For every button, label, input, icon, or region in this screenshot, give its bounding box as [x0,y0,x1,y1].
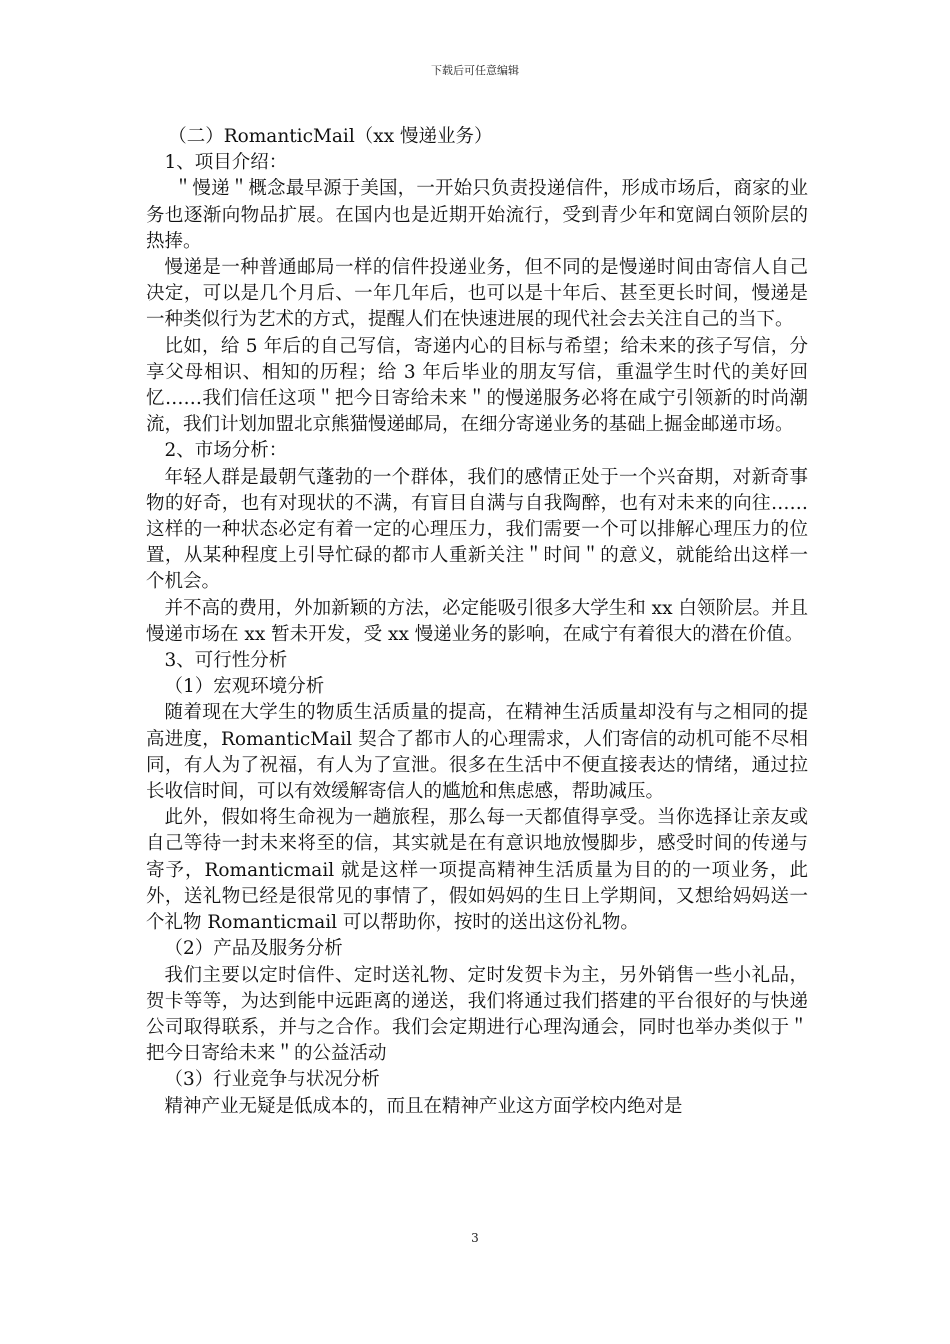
industry-paragraph-1: 精神产业无疑是低成本的，而且在精神产业这方面学校内绝对是 [164,1095,683,1117]
page-number: 3 [471,1231,479,1245]
page-header: 下载后可任意编辑 [431,64,519,77]
feasibility-heading: 3、可行性分析 [164,650,288,672]
intro-heading: 1、项目介绍： [164,152,288,174]
product-heading: （2）产品及服务分析 [164,938,343,960]
macro-heading: （1）宏观环境分析 [164,676,325,698]
intro-paragraph-3: 比如，给 5 年后的自己写信，寄递内心的目标与希望；给未来的孩子写信，分享父母相识、相知的历程；给 3 年后毕业的朋友写信，重温学生时代的美好回忆……我们信任这项＂把今日寄给未来＂的慢递服务必将在咸宁引领新的时尚潮流，我们计划加盟北京熊猫慢递邮局，在细分寄递业务的基础上掘金邮递市场。 [146,335,808,436]
market-heading: 2、市场分析： [164,440,288,462]
document-body [146,124,808,1120]
product-paragraph-1: 我们主要以定时信件、定时送礼物、定时发贺卡为主，另外销售一些小礼品，贺卡等等，为达到能中远距离的递送，我们将通过我们搭建的平台很好的与快递公司取得联系，并与之合作。我们会定期进行心理沟通会，同时也举办类似于＂把今日寄给未来＂的公益活动 [146,964,808,1065]
market-paragraph-2: 并不高的费用，外加新颖的方法，必定能吸引很多大学生和 xx 白领阶层。并且慢递市场在 xx 暂未开发，受 xx 慢递业务的影响，在咸宁有着很大的潜在价值。 [146,597,808,645]
section-title: （二）RomanticMail（xx 慢递业务） [168,126,493,147]
market-paragraph-1: 年轻人群是最朝气蓬勃的一个群体，我们的感情正处于一个兴奋期，对新奇事物的好奇，也有对现状的不满，有盲目自满与自我陶醉，也有对未来的向往……这样的一种状态必定有着一定的心理压力，我们需要一个可以排解心理压力的位置，从某种程度上引导忙碌的都市人重新关注＂时间＂的意义，就能给出这样一个机会。 [146,466,808,593]
intro-paragraph-1: ＂慢递＂概念最早源于美国，一开始只负责投递信件，形成市场后，商家的业务也逐渐向物品扩展。在国内也是近期开始流行，受到青少年和宽阔白领阶层的热捧。 [146,178,808,252]
macro-paragraph-1: 随着现在大学生的物质生活质量的提高，在精神生活质量却没有与之相同的提高进度，RomanticMail 契合了都市人的心理需求，人们寄信的动机可能不尽相同，有人为了祝福，有人为了宣泄。很多在生活中不便直接表达的情绪，通过拉长收信时间，可以有效缓解寄信人的尴尬和焦虑感，帮助减压。 [146,702,808,803]
macro-paragraph-2: 此外，假如将生命视为一趟旅程，那么每一天都值得享受。当你选择让亲友或自己等待一封未来将至的信，其实就是在有意识地放慢脚步，感受时间的传递与寄予，Romanticmail 就是这样一项提高精神生活质量为目的的一项业务，此外，送礼物已经是很常见的事情了，假如妈妈的生日上学期间，又想给妈妈送一个礼物 Romanticmail 可以帮助你，按时的送出这份礼物。 [146,807,808,934]
industry-heading: （3）行业竞争与状况分析 [164,1069,380,1091]
intro-paragraph-2: 慢递是一种普通邮局一样的信件投递业务，但不同的是慢递时间由寄信人自己决定，可以是几个月后、一年几年后，也可以是十年后、甚至更长时间，慢递是一种类似行为艺术的方式，提醒人们在快速进展的现代社会去关注自己的当下。 [146,257,808,331]
